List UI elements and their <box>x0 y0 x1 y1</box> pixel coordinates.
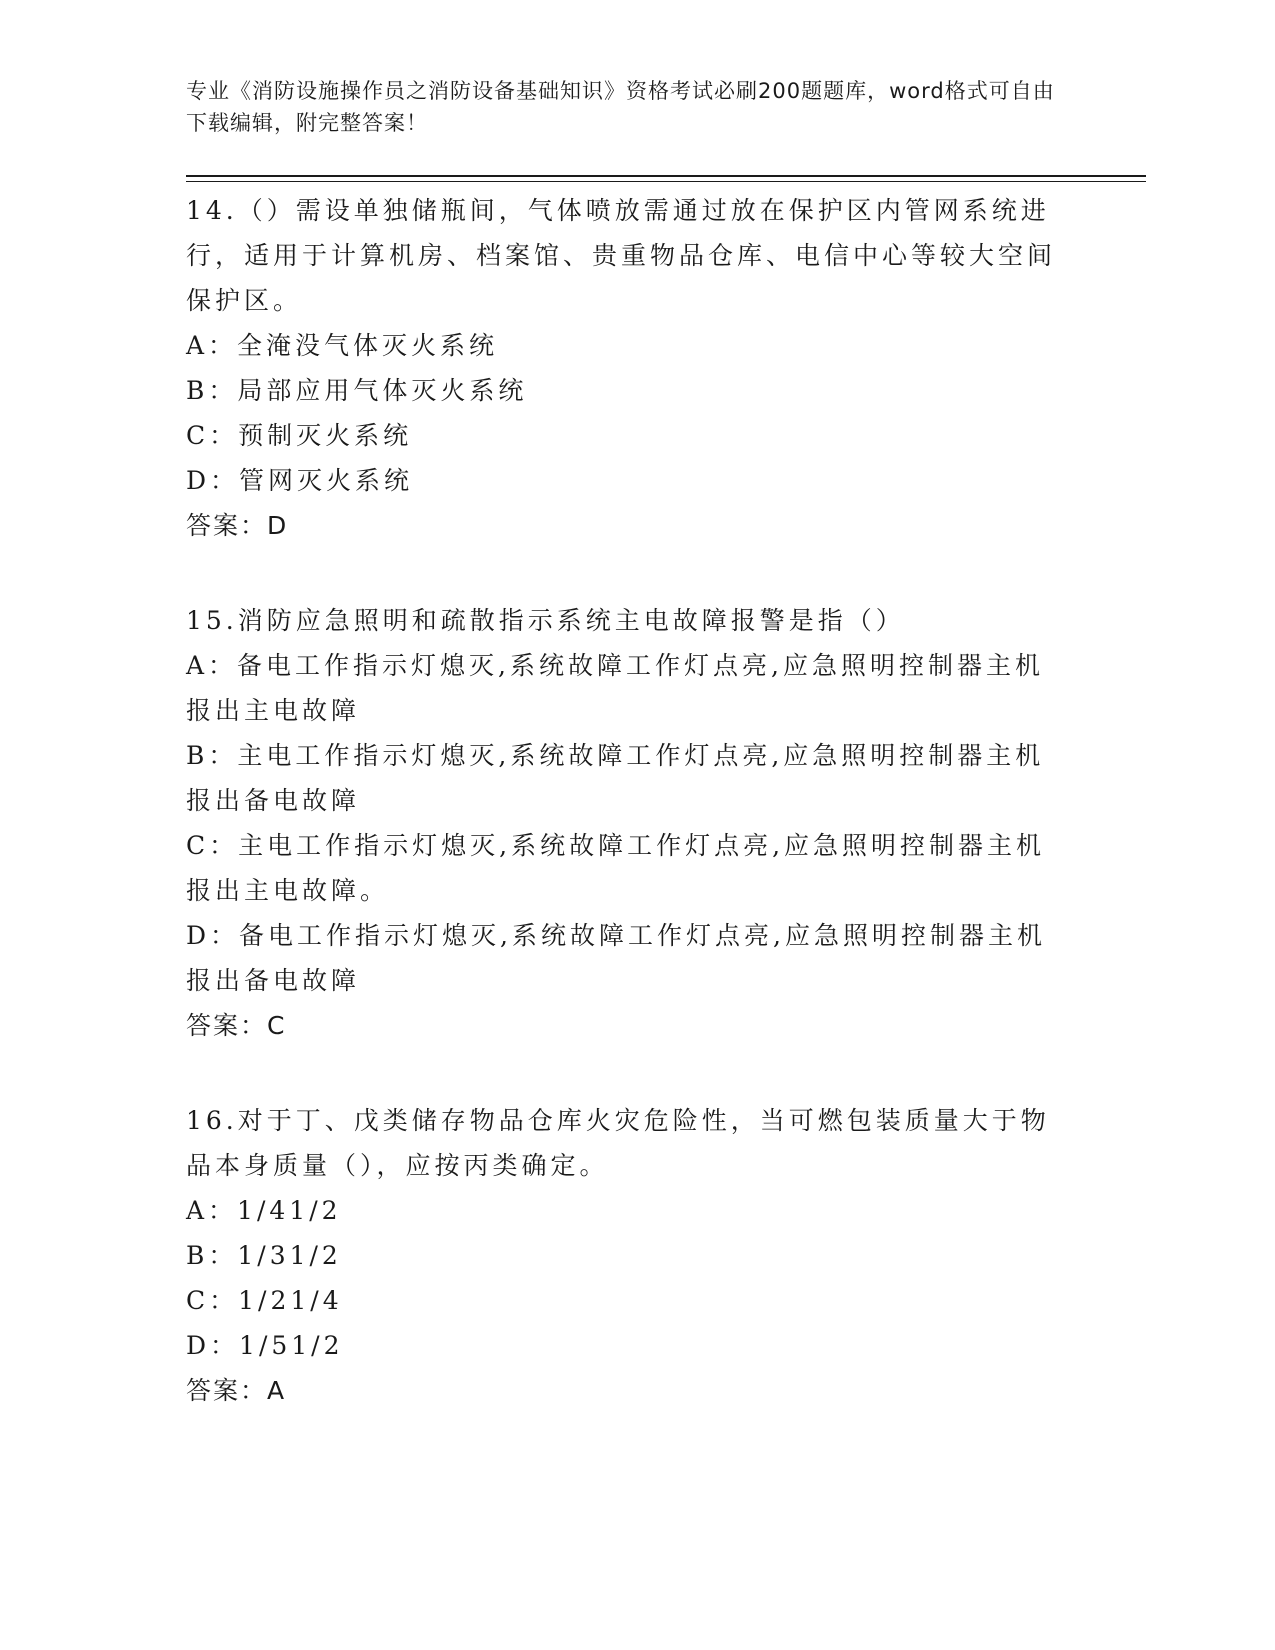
question-14 <box>186 188 1066 548</box>
question-16 <box>186 1098 1066 1413</box>
question-text: 16.对于丁、戊类储存物品仓库火灾危险性，当可燃包装质量大于物品本身质量（），应按丙类确定。 <box>186 1106 1050 1180</box>
header-divider-thin <box>186 181 1146 182</box>
answer-label: 答案：A <box>186 1376 287 1405</box>
question-text: 14.（）需设单独储瓶间，气体喷放需通过放在保护区内管网系统进行，适用于计算机房、档案馆、贵重物品仓库、电信中心等较大空间保护区。 <box>186 196 1057 315</box>
option-d: D：1/51/2 <box>186 1331 344 1360</box>
option-b: B：主电工作指示灯熄灭,系统故障工作灯点亮,应急照明控制器主机报出备电故障 <box>186 741 1045 815</box>
option-b: B：局部应用气体灭火系统 <box>186 376 528 405</box>
option-a: A：1/41/2 <box>186 1196 342 1225</box>
answer-label: 答案：C <box>186 1011 287 1040</box>
option-c: C：1/21/4 <box>186 1286 343 1315</box>
header-divider <box>186 175 1146 177</box>
document-header: 专业《消防设施操作员之消防设备基础知识》资格考试必刷200题题库，word格式可自由下载编辑，附完整答案！ <box>186 79 1055 135</box>
option-d: D：管网灭火系统 <box>186 466 414 495</box>
question-15 <box>186 598 1066 1048</box>
question-text: 15.消防应急照明和疏散指示系统主电故障报警是指（） <box>186 606 905 635</box>
option-d: D：备电工作指示灯熄灭,系统故障工作灯点亮,应急照明控制器主机报出备电故障 <box>186 921 1046 995</box>
option-c: C：主电工作指示灯熄灭,系统故障工作灯点亮,应急照明控制器主机报出主电故障。 <box>186 831 1046 905</box>
option-b: B：1/31/2 <box>186 1241 342 1270</box>
document-page <box>186 0 1146 1650</box>
option-a: A：全淹没气体灭火系统 <box>186 331 499 360</box>
option-c: C：预制灭火系统 <box>186 421 413 450</box>
option-a: A：备电工作指示灯熄灭,系统故障工作灯点亮,应急照明控制器主机报出主电故障 <box>186 651 1044 725</box>
answer-label: 答案：D <box>186 511 289 540</box>
